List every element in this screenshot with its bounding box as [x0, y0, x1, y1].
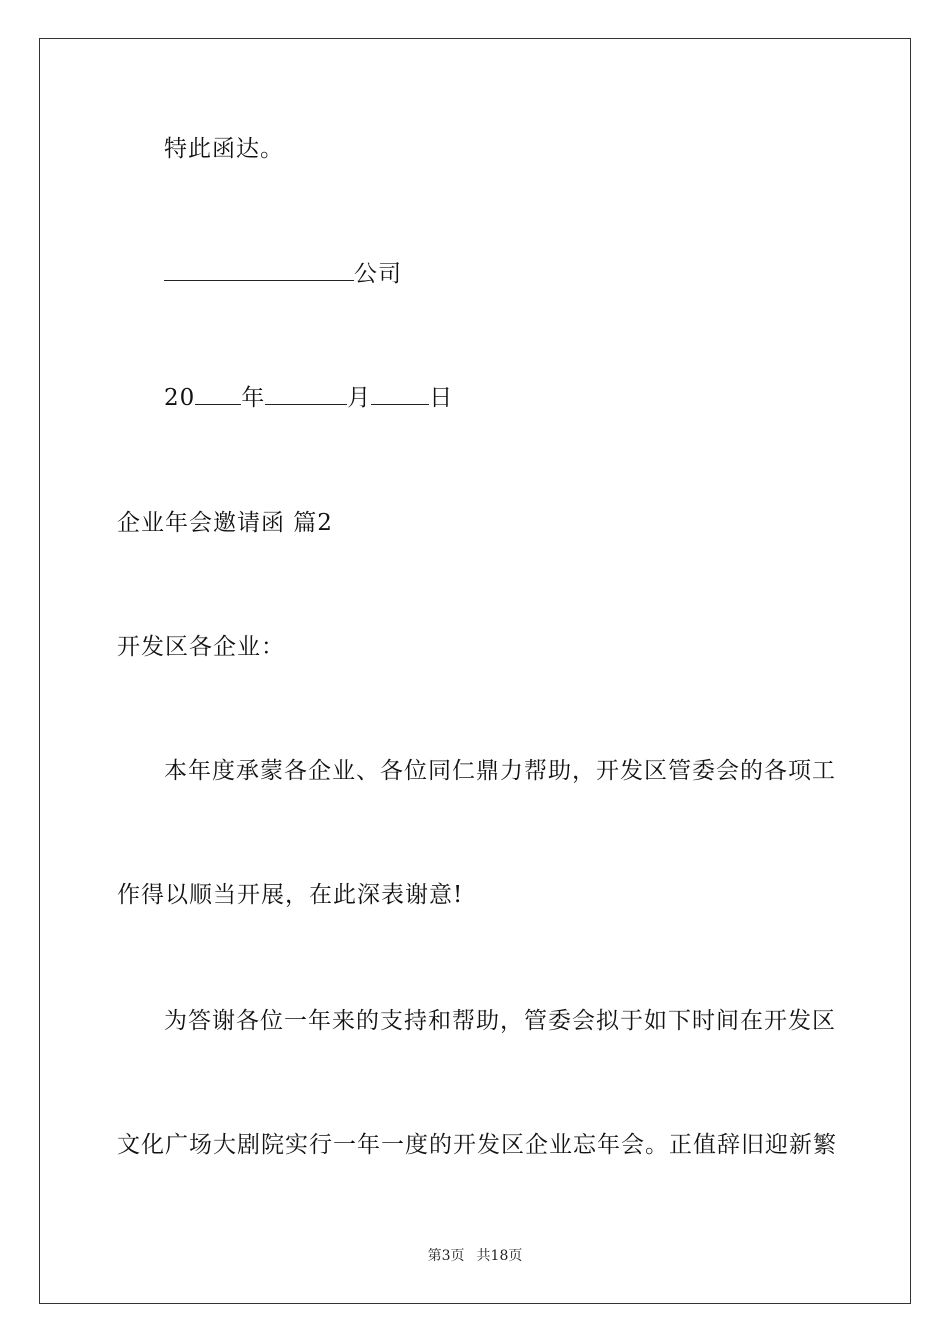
company-suffix: 公司 [354, 261, 402, 287]
section-title: 企业年会邀请函 篇2 [117, 510, 333, 536]
year-prefix: 20 [164, 385, 196, 411]
salutation: 开发区各企业： [117, 634, 285, 660]
month-blank [265, 382, 347, 405]
paragraph-line: 本年度承蒙各企业、各位同仁鼎力帮助，开发区管委会的各项工 [164, 758, 836, 784]
paragraph-line: 作得以顺当开展，在此深表谢意! [117, 882, 464, 908]
company-line [164, 258, 402, 289]
day-blank [371, 382, 429, 405]
day-label: 日 [429, 385, 454, 411]
month-label: 月 [347, 385, 372, 411]
paragraph-line: 为答谢各位一年来的支持和帮助，管委会拟于如下时间在开发区 [164, 1008, 836, 1034]
closing-line: 特此函达。 [164, 136, 284, 162]
date-line [164, 382, 453, 413]
page-total: 共18页 [476, 1248, 523, 1264]
page-border [39, 38, 911, 1304]
year-label: 年 [241, 385, 266, 411]
company-name-blank [164, 258, 354, 281]
page-number: 第3页 [427, 1248, 465, 1264]
paragraph-line: 文化广场大剧院实行一年一度的开发区企业忘年会。正值辞旧迎新繁 [117, 1132, 837, 1158]
page-footer [0, 1247, 950, 1265]
year-blank [195, 382, 241, 405]
